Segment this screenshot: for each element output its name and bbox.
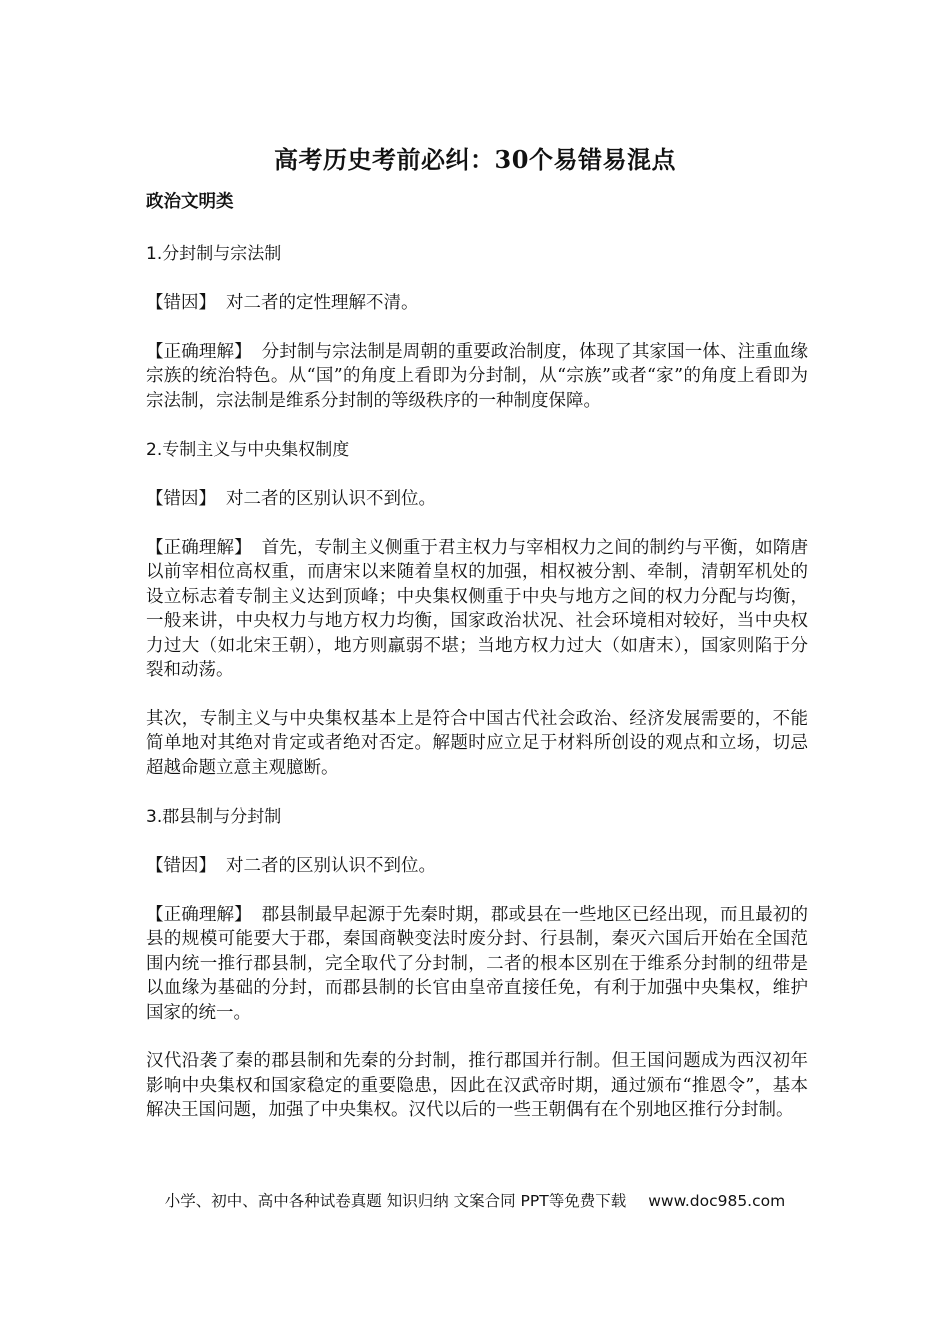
item-heading: 1.分封制与宗法制 [146, 244, 282, 264]
document-title: 高考历史考前必纠：30个易错易混点 [274, 145, 676, 174]
error-tag: 【错因】 [146, 856, 216, 876]
item-3 [146, 804, 808, 1123]
item-1 [146, 241, 808, 413]
error-paragraph [146, 854, 808, 879]
extra-paragraph: 汉代沿袭了秦的郡县制和先秦的分封制，推行郡国并行制。但王国问题成为西汉初年影响中央集权和国家稳定的重要隐患，因此在汉武帝时期，通过颁布“推恩令”，基本解决王国问题，加强了中央集权。汉代以后的一些王朝偶有在个别地区推行分封制。 [146, 1051, 808, 1120]
error-text: 对二者的区别认识不到位。 [226, 856, 436, 876]
footer-text: 小学、初中、高中各种试卷真题 知识归纳 文案合同 PPT等免费下载 [164, 1192, 627, 1210]
correct-tag: 【正确理解】 [146, 904, 252, 925]
error-tag: 【错因】 [146, 489, 216, 509]
error-text: 对二者的定性理解不清。 [226, 293, 419, 313]
item-heading: 2.专制主义与中央集权制度 [146, 440, 350, 460]
correct-tag: 【正确理解】 [146, 537, 252, 558]
correct-text: 分封制与宗法制是周朝的重要政治制度，体现了其家国一体、注重血缘宗族的统治特色。从“国”的角度上看即为分封制，从“宗族”或者“家”的角度上看即为宗法制，宗法制是维系分封制的等级秩序的一种制度保障。 [146, 341, 808, 411]
category-heading: 政治文明类 [146, 192, 234, 212]
correct-text: 首先，专制主义侧重于君主权力与宰相权力之间的制约与平衡，如隋唐以前宰相位高权重，而唐宋以来随着皇权的加强，相权被分割、牵制，清朝军机处的设立标志着专制主义达到顶峰；中央集权侧重于中央与地方之间的权力分配与均衡，一般来讲，中央权力与地方权力均衡，国家政治状况、社会环境相对较好，当中央权力过大（如北宋王朝），地方则羸弱不堪；当地方权力过大（如唐末），国家则陷于分裂和动荡。 [146, 537, 808, 680]
error-text: 对二者的区别认识不到位。 [226, 489, 436, 509]
error-paragraph [146, 487, 808, 512]
correct-text: 郡县制最早起源于先秦时期，郡或县在一些地区已经出现，而且最初的县的规模可能要大于郡，秦国商鞅变法时废分封、行县制，秦灭六国后开始在全国范围内统一推行郡县制，完全取代了分封制，二者的根本区别在于维系分封制的纽带是以血缘为基础的分封，而郡县制的长官由皇帝直接任免，有利于加强中央集权，维护国家的统一。 [146, 904, 808, 1023]
correct-paragraph [146, 903, 808, 1026]
error-paragraph [146, 291, 808, 316]
error-tag: 【错因】 [146, 293, 216, 313]
correct-paragraph [146, 536, 808, 683]
correct-paragraph [146, 340, 808, 414]
extra-paragraph: 其次，专制主义与中央集权基本上是符合中国古代社会政治、经济发展需要的，不能简单地对其绝对肯定或者绝对否定。解题时应立足于材料所创设的观点和立场，切忌超越命题立意主观臆断。 [146, 708, 808, 778]
page-footer [0, 1190, 950, 1212]
item-2 [146, 437, 808, 780]
item-heading: 3.郡县制与分封制 [146, 807, 282, 827]
correct-tag: 【正确理解】 [146, 341, 252, 362]
document-body [146, 187, 808, 1147]
footer-site: www.doc985.com [648, 1192, 786, 1210]
